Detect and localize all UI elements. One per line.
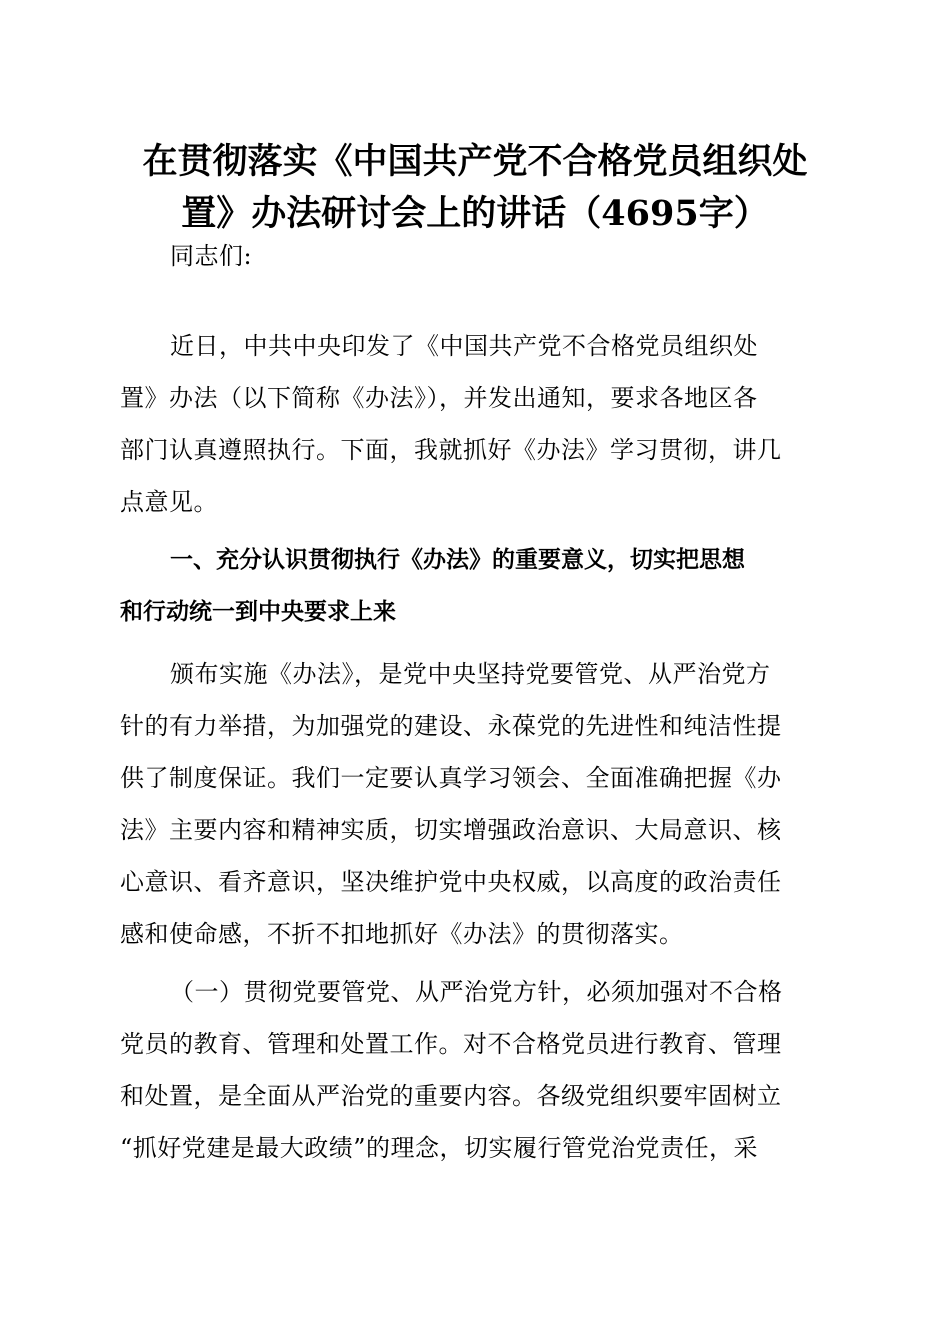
paragraph-line: 法》主要内容和精神实质，切实增强政治意识、大局意识、核 [120, 816, 782, 844]
paragraph-line: 心意识、看齐意识，坚决维护党中央权威，以高度的政治责任 [120, 868, 782, 896]
paragraph-subsection-1 [120, 966, 830, 1174]
paragraph-line: 部门认真遵照执行。下面，我就抓好《办法》学习贯彻，讲几 [120, 436, 782, 464]
paragraph-line: 颁布实施《办法》，是党中央坚持党要管党、从严治党方 [170, 660, 771, 688]
paragraph-line: 党员的教育、管理和处置工作。对不合格党员进行教育、管理 [120, 1030, 782, 1058]
paragraph-line: 点意见。 [120, 488, 218, 516]
salutation [120, 230, 830, 282]
paragraph-line: 针的有力举措，为加强党的建设、永葆党的先进性和纯洁性提 [120, 712, 782, 740]
paragraph-significance [120, 648, 830, 960]
paragraph-line: 置》办法（以下简称《办法》），并发出通知，要求各地区各 [120, 384, 758, 412]
document-title [100, 136, 850, 240]
paragraph-line: “抓好党建是最大政绩”的理念，切实履行管党治党责任，采 [120, 1134, 759, 1162]
heading-line: 和行动统一到中央要求上来 [120, 599, 396, 625]
salutation-line: 同志们: [170, 242, 253, 270]
paragraph-line: （一）贯彻党要管党、从严治党方针，必须加强对不合格 [170, 978, 783, 1006]
heading-line: 一、充分认识贯彻执行《办法》的重要意义，切实把思想 [170, 547, 745, 573]
title-line: 置》办法研讨会上的讲话（4695字） [181, 193, 769, 234]
paragraph-line: 和处置，是全面从严治党的重要内容。各级党组织要牢固树立 [120, 1082, 782, 1110]
paragraph-line: 感和使命感，不折不扣地抓好《办法》的贯彻落实。 [120, 920, 684, 948]
paragraph-intro [120, 320, 830, 528]
title-line: 在贯彻落实《中国共产党不合格党员组织处 [142, 141, 808, 182]
paragraph-line: 近日，中共中央印发了《中国共产党不合格党员组织处 [170, 332, 758, 360]
paragraph-line: 供了制度保证。我们一定要认真学习领会、全面准确把握《办 [120, 764, 782, 792]
section-heading-1 [120, 534, 830, 638]
